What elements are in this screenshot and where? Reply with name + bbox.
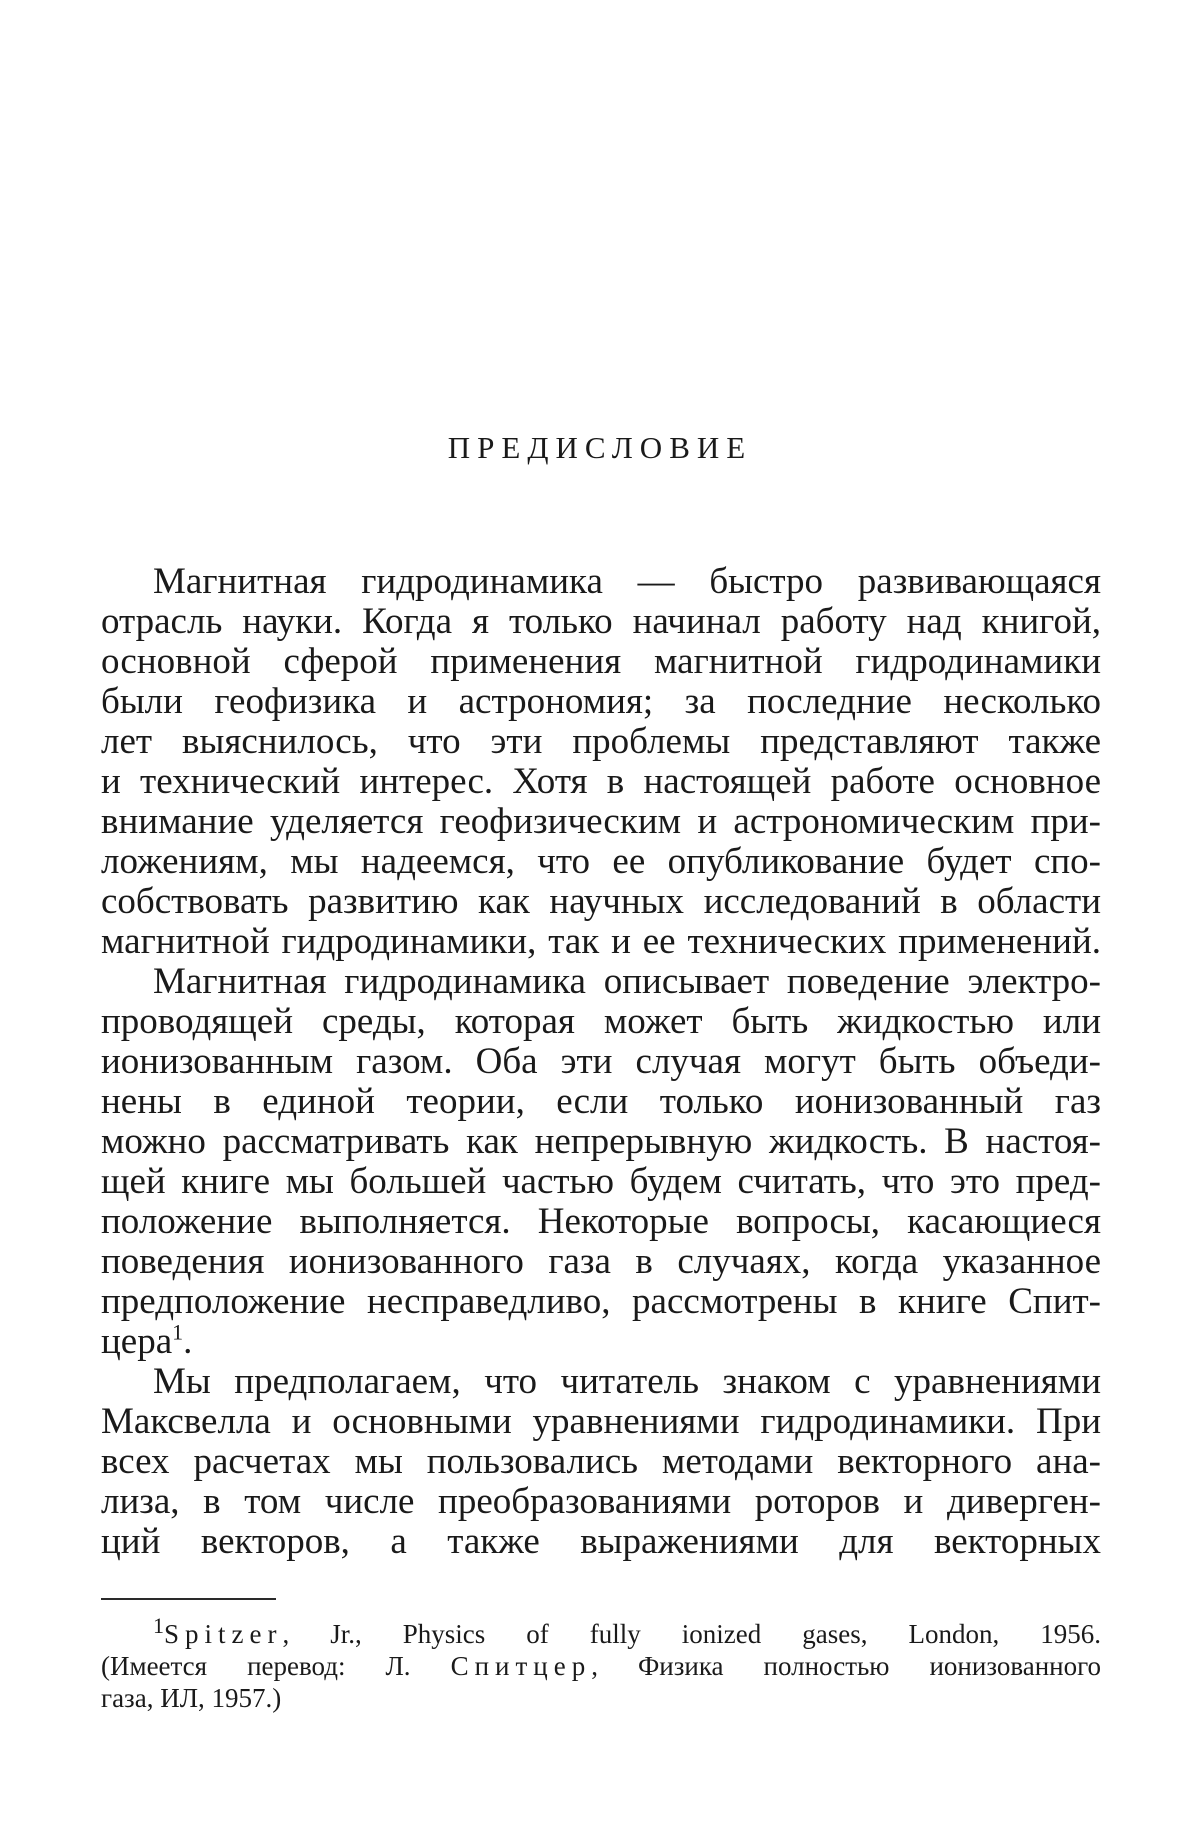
text-line: лет выяснилось, что эти проблемы представляют также bbox=[101, 721, 1101, 762]
text-line: собствовать развитию как научных исследований в области bbox=[101, 881, 1101, 922]
footnote-translation-author: Спитцер bbox=[450, 1651, 592, 1681]
text-line-last bbox=[101, 1319, 1101, 1362]
text-line: нены в единой теории, если только ионизованный газ bbox=[101, 1081, 1101, 1122]
text-line: лиза, в том числе преобразованиями роторов и диверген- bbox=[101, 1481, 1101, 1522]
paragraph-1 bbox=[101, 562, 1101, 962]
footnote-citation: , Jr., Physics of fully ionized gases, London, 1956. bbox=[282, 1619, 1101, 1649]
footnote-translation-title: , Физика полностью ионизованного bbox=[591, 1651, 1101, 1681]
paragraph-2 bbox=[101, 962, 1101, 1362]
footnote-translation-prefix: (Имеется перевод: Л. bbox=[101, 1651, 451, 1681]
text-line: можно рассматривать как непрерывную жидкость. В настоя- bbox=[101, 1121, 1101, 1162]
footnote-mark: 1 bbox=[153, 1613, 164, 1638]
text-line: ложениям, мы надеемся, что ее опубликование будет спо- bbox=[101, 841, 1101, 882]
text-line: ций векторов, а также выражениями для векторных bbox=[101, 1521, 1101, 1562]
text-line: были геофизика и астрономия; за последние несколько bbox=[101, 681, 1101, 722]
footnote-divider bbox=[101, 1598, 276, 1600]
text-line: Мы предполагаем, что читатель знаком с уравнениями bbox=[153, 1361, 1101, 1402]
footnote-reference[interactable]: 1 bbox=[172, 1319, 184, 1345]
text-line: проводящей среды, которая может быть жидкостью или bbox=[101, 1001, 1101, 1042]
text-line: внимание уделяется геофизическим и астрономическим при- bbox=[101, 801, 1101, 842]
text-line: магнитной гидродинамики, так и ее технических применений. bbox=[101, 921, 1101, 962]
paragraph-3 bbox=[101, 1362, 1101, 1562]
footnote-line bbox=[101, 1650, 1101, 1682]
text-line: ионизованным газом. Оба эти случая могут быть объеди- bbox=[101, 1041, 1101, 1082]
footnote-line bbox=[101, 1613, 1101, 1650]
footnote-author: Spitzer bbox=[164, 1619, 283, 1649]
body-text bbox=[101, 562, 1101, 1562]
text-line: основной сферой применения магнитной гидродинамики bbox=[101, 641, 1101, 682]
text-line: поведения ионизованного газа в случаях, когда указанное bbox=[101, 1241, 1101, 1282]
sentence-period: . bbox=[183, 1321, 193, 1362]
text-line-end: цера bbox=[101, 1321, 173, 1362]
footnote-line: газа, ИЛ, 1957.) bbox=[101, 1683, 282, 1713]
text-line: Магнитная гидродинамика описывает поведение электро- bbox=[153, 961, 1101, 1002]
text-line: предположение несправедливо, рассмотрены в книге Спит- bbox=[101, 1281, 1101, 1322]
text-line: отрасль науки. Когда я только начинал работу над книгой, bbox=[101, 601, 1101, 642]
text-line: всех расчетах мы пользовались методами векторного ана- bbox=[101, 1441, 1101, 1482]
page-heading: ПРЕДИСЛОВИЕ bbox=[447, 430, 753, 465]
text-line: Максвелла и основными уравнениями гидродинамики. При bbox=[101, 1401, 1101, 1442]
footnote bbox=[101, 1613, 1101, 1714]
text-line: положение выполняется. Некоторые вопросы, касающиеся bbox=[101, 1201, 1101, 1242]
text-line: и технический интерес. Хотя в настоящей работе основное bbox=[101, 761, 1101, 802]
text-line: щей книге мы большей частью будем считать, что это пред- bbox=[101, 1161, 1101, 1202]
text-line: Магнитная гидродинамика — быстро развивающаяся bbox=[153, 561, 1101, 602]
